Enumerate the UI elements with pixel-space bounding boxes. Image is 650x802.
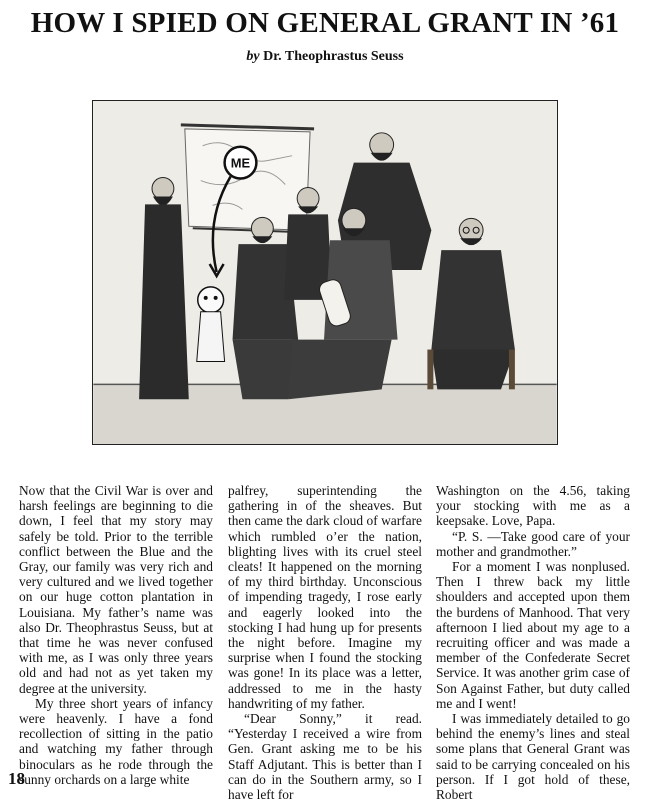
paragraph: palfrey, superintending the gathering in of the sheaves. But then came the dark cloud of warfare which rumbled o’er the nation, blighting lives with its cruel steel cleats! It happened on the morning of my third birthday. Unconscious of impending tragedy, I rose early and eagerly looked into the stocking I had hung up for presents the night before. Imagine my surprise when I found the stocking was gone! In its place was a letter, addressed to me in the hasty handwriting of my father. [228,483,422,711]
paragraph: My three short years of infancy were heavenly. I have a fond recollection of sitting in the patio and watching my father through binoculars as he rode through the sunny orchards on a large white [19,695,213,787]
illustration [92,100,558,445]
byline-prefix: by [246,49,260,64]
page-number: 18 [8,769,25,788]
me-balloon-label: ME [230,155,251,171]
paragraph: For a moment I was nonplused. Then I threw back my little shoulders and accepted upon them the burdens of Manhood. That very afternoon I lied about my age to a recruiting officer and was made a member of the Confederate Secret Service. It was another grim case of Son Against Father, but duty called me and I went! [436,559,630,711]
article-column-3 [436,483,630,802]
figure-child [197,287,225,362]
article-column-2 [228,483,422,802]
paragraph: “Dear Sonny,” it read. “Yesterday I received a wire from Gen. Grant asking me to be his Staff Adjutant. This is better than I can do in the Southern army, so I have left for [228,711,422,802]
headline: HOW I SPIED ON GENERAL GRANT IN ’61 [30,7,620,39]
paragraph: Washington on the 4.56, taking your stocking with me as a keepsake. Love, Papa. [436,483,630,529]
byline [0,49,650,65]
article-column-1 [19,483,213,787]
paragraph: “P. S. —Take good care of your mother and grandmother.” [436,528,630,559]
paragraph: Now that the Civil War is over and harsh feelings are beginning to die down, I feel that my story may safely be told. Prior to the terrible conflict between the Blue and the Gray, our family was very rich and very cultured and we lived together on our huge cotton plantation in Louisiana. My father’s name was also Dr. Theophrastus Seuss, but at that time he was never confused with me, as I was only three years old and had not as yet taken my degree at the university. [19,483,213,696]
byline-author: Dr. Theophrastus Seuss [263,49,404,64]
illustration-drawing [93,101,557,444]
paragraph: I was immediately detailed to go behind the enemy’s lines and steal some plans that General Grant was said to be carrying concealed on his person. If I got hold of these, Robert [436,711,630,802]
